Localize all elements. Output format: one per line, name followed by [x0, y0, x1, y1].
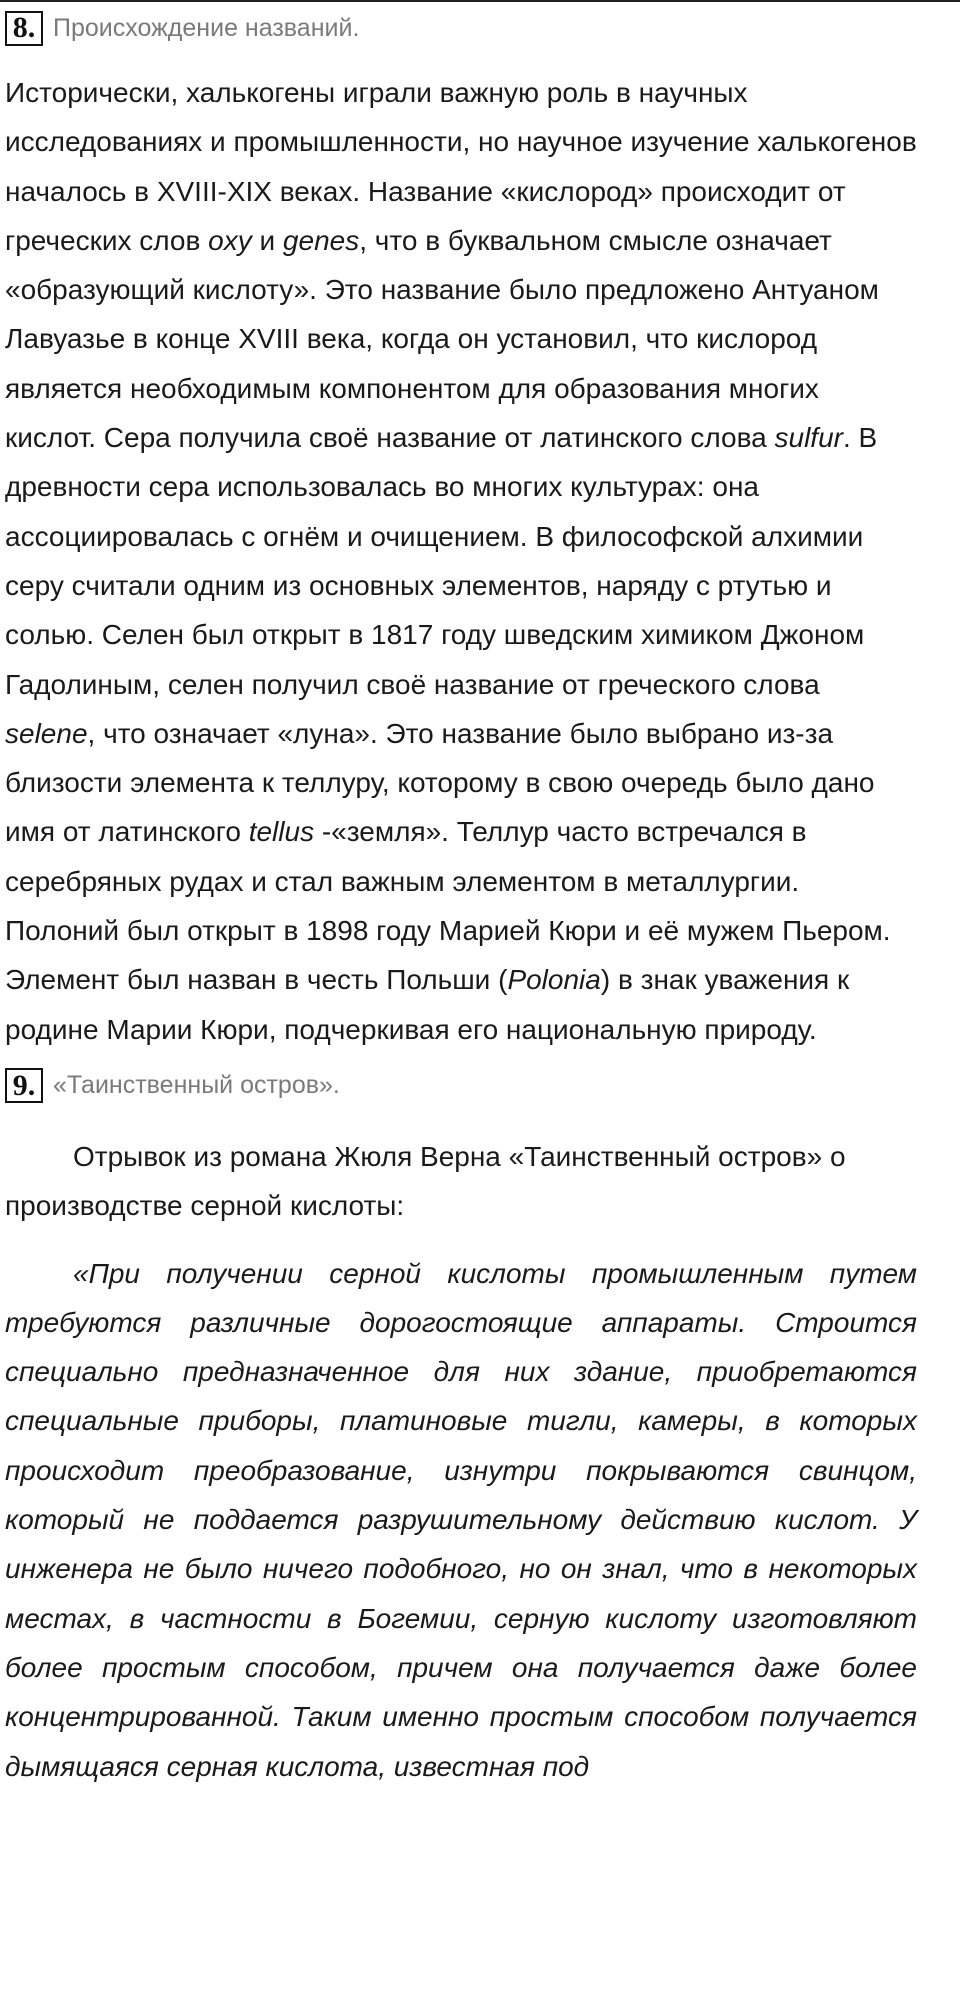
section-9-header [5, 1066, 917, 1106]
section-9-intro: Отрывок из романа Жюля Верна «Таинственный остров» о производстве серной кислоты: [5, 1140, 846, 1222]
section-number-badge: 8. [5, 11, 43, 46]
document-page [5, 8, 917, 1791]
top-rule [0, 0, 960, 2]
latin-term: tellus [248, 816, 315, 848]
section-8-header [5, 8, 917, 48]
section-8-paragraph: Исторически, халькогены играли важную роль в научных исследованиях и промышленности, но научное изучение халькогенов началось в XVIII-XIX веках. Название «кислород» происходит от греческих слов oxy и genes, что в буквальном смысле означает «образующий кислоту». Это название было предложено Антуаном Лавуазье в конце XVIII века, когда он установил, что кислород является необходимым компонентом для образования многих кислот. Сера получила своё название от латинского слова sulfur. В древности сера использовалась во многих культурах: она ассоциировалась с огнём и очищением. В философской алхимии серу считали одним из основных элементов, наряду с ртутью и солью. Селен был открыт в 1817 году шведским химиком Джоном Гадолиным, селен получил своё название от греческого слова selene, что означает «луна». Это название было выбрано из-за близости элемента к теллуру, которому в свою очередь было дано имя от латинского tellus -«земля». Теллур часто встречался в серебряных рудах и стал важным элементом в металлургии. Полоний был открыт в 1898 году Марией Кюри и её мужем Пьером. Элемент был назван в честь Польши (Polonia) в знак уважения к родине Марии Кюри, подчеркивая его национальную природу. [5, 77, 917, 1045]
section-title: «Таинственный остров». [53, 1071, 340, 1100]
latin-term: sulfur [774, 422, 843, 454]
section-number-badge: 9. [5, 1068, 43, 1103]
latin-term: oxy [208, 224, 252, 256]
latin-term: genes [282, 224, 360, 256]
section-9-quote: «При получении серной кислоты промышленным путем требуются различные дорогостоящие аппараты. Строится специально предназначенное для них здание, приобретаются специальные приборы, платиновые тигли, камеры, в которых происходит преобразование, изнутри покрываются свинцом, который не поддается разрушительному действию кислот. У инженера не было ничего подобного, но он знал, что в некоторых местах, в частности в Богемии, серную кислоту изготовляют более простым способом, причем она получается даже более концентрированной. Таким именно простым способом получается дымящаяся серная кислота, известная под [5, 1257, 917, 1782]
latin-term: Polonia [507, 964, 601, 996]
section-title: Происхождение названий. [53, 13, 360, 42]
latin-term: selene [5, 717, 88, 749]
